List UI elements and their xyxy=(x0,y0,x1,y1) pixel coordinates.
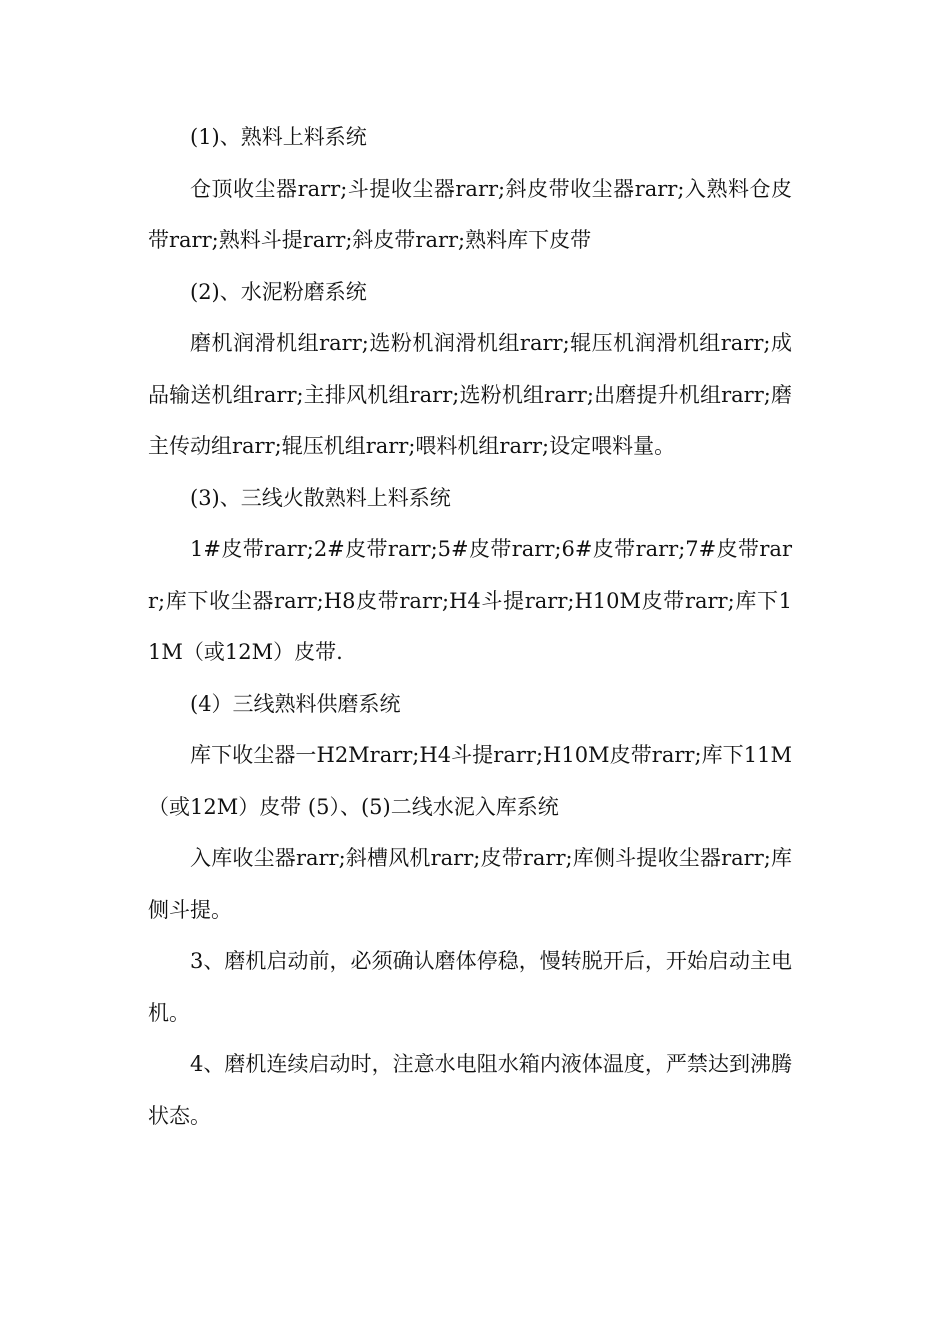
section-heading-line3-bulk-clinker: (3)、三线火散熟料上料系统 xyxy=(190,485,451,510)
cement-grinding-sequence: 磨机润滑机组rarr;选粉机润滑机组rarr;辊压机润滑机组rarr;成品输送机组rarr;主排风机组rarr;选粉机组rarr;出磨提升机组rarr;磨主传动组rarr;辊压机组rarr;喂料机组rarr;设定喂料量。 xyxy=(148,331,792,458)
document-page xyxy=(148,112,792,1142)
section-heading-cement-grinding: (2)、水泥粉磨系统 xyxy=(190,279,367,304)
cement-storage-sequence: 入库收尘器rarr;斜槽风机rarr;皮带rarr;库侧斗提收尘器rarr;库侧斗提。 xyxy=(148,846,792,922)
line3-mill-supply-sequence: 库下收尘器一H2Mrarr;H4斗提rarr;H10M皮带rarr;库下11M（或12M）皮带 (5）、(5)二线水泥入库系统 xyxy=(148,743,792,819)
clinker-feed-sequence: 仓顶收尘器rarr;斗提收尘器rarr;斜皮带收尘器rarr;入熟料仓皮带rarr;熟料斗提rarr;斜皮带rarr;熟料库下皮带 xyxy=(148,176,792,252)
rule-mill-startup-check: 3、磨机启动前，必须确认磨体停稳，慢转脱开后，开始启动主电机。 xyxy=(148,949,792,1025)
line3-bulk-clinker-sequence: 1#皮带rarr;2#皮带rarr;5#皮带rarr;6#皮带rarr;7#皮带rarr;库下收尘器rarr;H8皮带rarr;H4斗提rarr;H10M皮带rarr;库下11M（或12M）皮带. xyxy=(148,537,792,664)
section-heading-clinker-feed: (1)、熟料上料系统 xyxy=(190,125,367,149)
section-heading-line3-mill-supply: (4）三线熟料供磨系统 xyxy=(190,691,401,716)
rule-continuous-start-temperature: 4、磨机连续启动时，注意水电阻水箱内液体温度，严禁达到沸腾状态。 xyxy=(148,1052,792,1128)
